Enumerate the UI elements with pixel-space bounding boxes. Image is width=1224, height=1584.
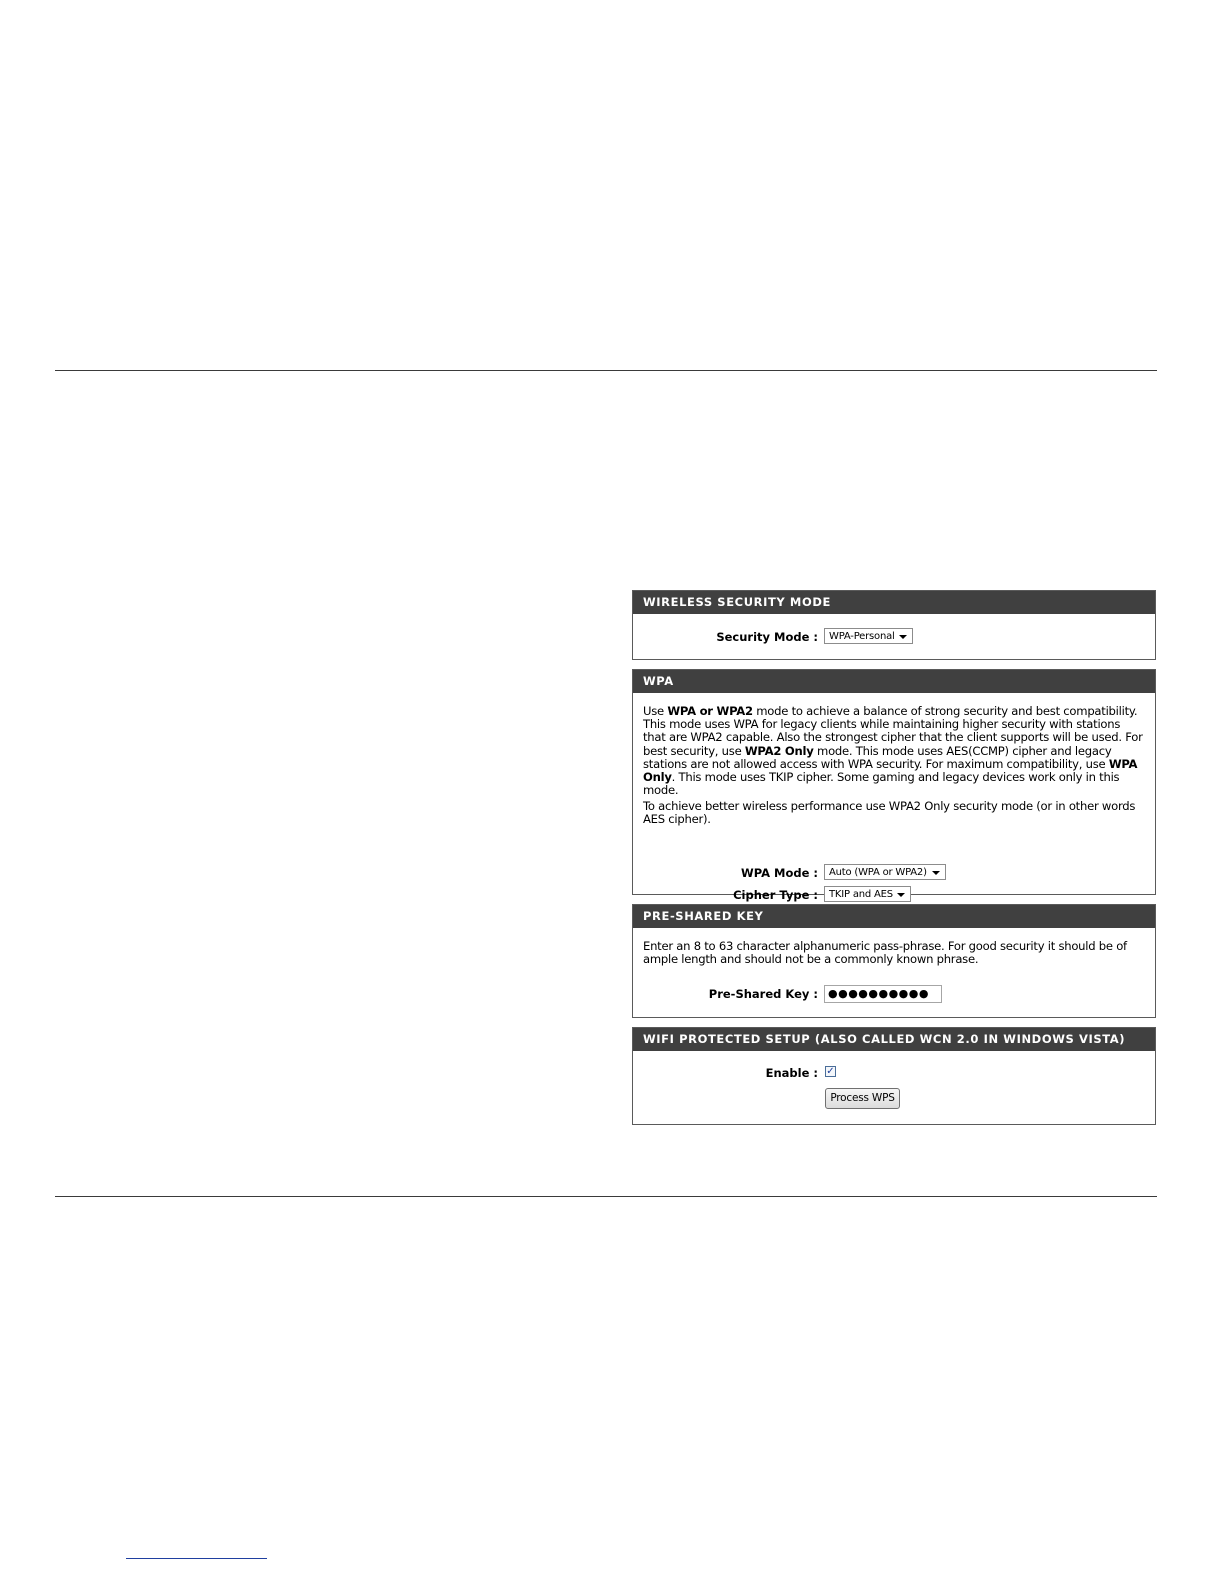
cipher-type-row [633,886,1155,904]
chevron-down-icon [899,635,907,639]
bold-term: WPA or WPA2 [667,704,753,718]
text-run: mode to achieve a balance of strong security and best compatibility. This mode uses WPA for legacy clients while maintaining higher security with stations that are WPA2 capable. Also the strongest cipher that the client supports will be used. For best security, use [643,704,1143,758]
pre-shared-key-label: Pre-Shared Key : [708,987,818,1001]
wifi-protected-setup-panel [632,1027,1156,1125]
panel-header: PRE-SHARED KEY [633,905,1155,928]
footer-link-underline [126,1558,267,1559]
bold-term: WPA Only [643,756,1138,785]
chevron-down-icon [932,871,940,875]
wpa-mode-label: WPA Mode : [741,866,818,880]
wps-enable-row [633,1064,1155,1082]
security-mode-select[interactable] [824,628,913,644]
pre-shared-key-input[interactable]: ●●●●●●●●●● [824,985,942,1003]
pre-shared-key-description: Enter an 8 to 63 character alphanumeric pass-phrase. For good security it should be of ample length and should not be a commonly known phrase. [643,939,1127,967]
panel-header: WPA [633,670,1155,693]
process-wps-button[interactable]: Process WPS [825,1088,900,1109]
wps-button-row [633,1088,1155,1109]
pre-shared-key-row [633,985,1155,1003]
text-run: Use [643,704,668,718]
wpa-performance-note: To achieve better wireless performance use WPA2 Only security mode (or in other words AES cipher). [643,799,1136,827]
cipher-type-select[interactable] [824,886,911,902]
wpa-mode-row [633,864,1155,882]
top-divider [55,370,1157,371]
bold-term: WPA2 Only [744,743,814,758]
bottom-divider [55,1196,1157,1197]
cipher-type-value: TKIP and AES [829,889,893,900]
wireless-security-mode-panel [632,590,1156,660]
security-mode-row [633,628,1155,646]
wps-enable-label: Enable : [765,1066,818,1080]
panel-header: WIRELESS SECURITY MODE [633,591,1155,614]
security-mode-value: WPA-Personal [829,631,895,642]
cipher-type-label: Cipher Type : [733,888,818,902]
chevron-down-icon [897,893,905,897]
text-run: mode. This mode uses AES(CCMP) cipher and legacy stations are not allowed access with WPA security. For maximum compatibility, use [643,743,1112,771]
wpa-mode-value: Auto (WPA or WPA2) [829,867,927,878]
wpa-description [633,705,1155,797]
pre-shared-key-panel [632,904,1156,1018]
wps-enable-checkbox[interactable]: ✓ [826,1066,835,1077]
wpa-mode-select[interactable] [824,864,946,880]
security-mode-label: Security Mode : [716,630,818,644]
text-run: . This mode uses TKIP cipher. Some gaming and legacy devices work only in this mode. [643,770,1120,798]
wpa-panel [632,669,1156,902]
panel-header: WIFI PROTECTED SETUP (ALSO CALLED WCN 2.0 IN WINDOWS VISTA) [633,1028,1155,1051]
